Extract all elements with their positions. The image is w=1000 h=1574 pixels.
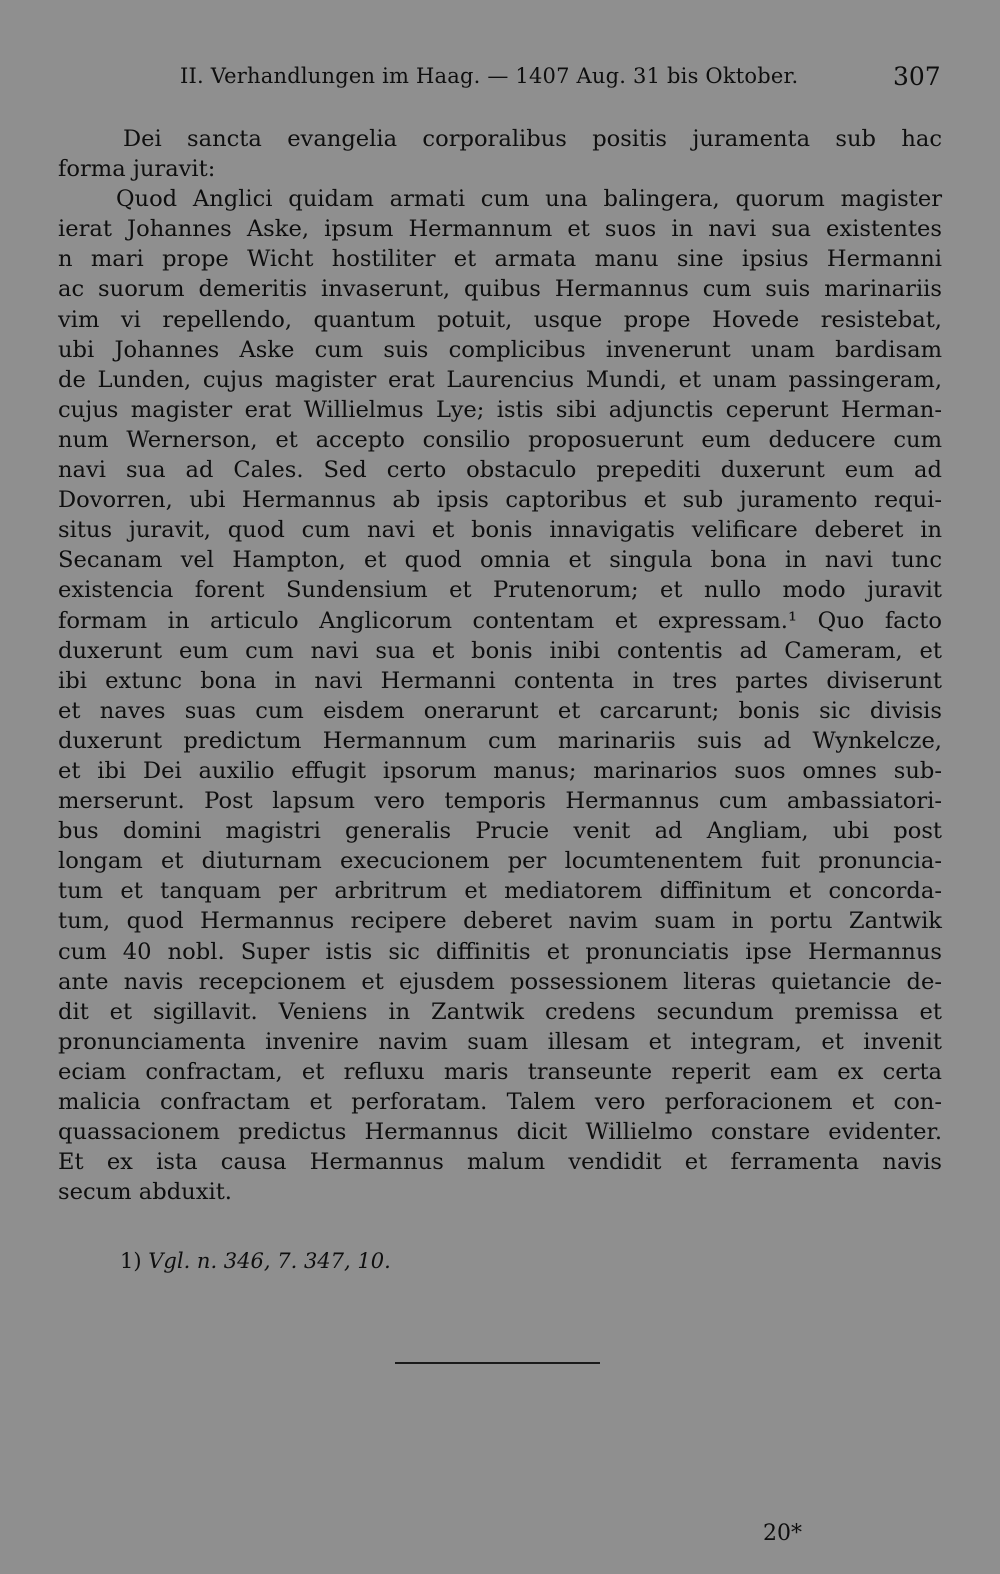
text-line: existencia forent Sundensium et Prutenorum; et nullo modo juravit bbox=[58, 577, 942, 604]
text-line: ante navis recepcionem et ejusdem possessionem literas quietancie de- bbox=[58, 968, 942, 995]
text-line: eciam confractam, et refluxu maris transeunte reperit eam ex certa bbox=[58, 1058, 942, 1085]
text-line: Dovorren, ubi Hermannus ab ipsis captoribus et sub juramento requi- bbox=[58, 487, 942, 514]
text-line: duxerunt eum cum navi sua et bonis inibi contentis ad Cameram, et bbox=[58, 637, 942, 664]
footnote-marker: 1) bbox=[120, 1249, 142, 1273]
text-line: bus domini magistri generalis Prucie venit ad Angliam, ubi post bbox=[58, 818, 942, 845]
text-line: secum abduxit. bbox=[58, 1179, 232, 1206]
text-line: dit et sigillavit. Veniens in Zantwik credens secundum premissa et bbox=[58, 998, 942, 1025]
text-line: tum, quod Hermannus recipere deberet navim suam in portu Zantwik bbox=[58, 908, 942, 935]
text-line: Quod Anglici quidam armati cum una balingera, quorum magister bbox=[116, 186, 942, 213]
footnote bbox=[120, 1249, 391, 1273]
text-line: formam in articulo Anglicorum contentam et expressam.¹ Quo facto bbox=[58, 607, 942, 634]
text-line: de Lunden, cujus magister erat Laurencius Mundi, et unam passingeram, bbox=[58, 366, 942, 393]
text-line: malicia confractam et perforatam. Talem vero perforacionem et con- bbox=[58, 1089, 942, 1115]
footnote-text: Vgl. n. 346, 7. 347, 10. bbox=[148, 1249, 391, 1273]
text-line: cum 40 nobl. Super istis sic diffinitis et pronunciatis ipse Hermannus bbox=[58, 938, 942, 965]
text-line: vim vi repellendo, quantum potuit, usque prope Hovede resistebat, bbox=[58, 306, 942, 333]
text-line: merserunt. Post lapsum vero temporis Hermannus cum ambassiatori- bbox=[58, 788, 942, 815]
text-line: forma juravit: bbox=[58, 156, 216, 183]
text-line: tum et tanquam per arbritrum et mediatorem diffinitum et concorda- bbox=[58, 878, 942, 905]
running-head: II. Verhandlungen im Haag. — 1407 Aug. 31 bis Oktober. bbox=[180, 64, 799, 88]
text-line: longam et diuturnam execucionem per locumtenentem fuit pronuncia- bbox=[58, 848, 942, 875]
text-line: Et ex ista causa Hermannus malum vendidit et ferramenta navis bbox=[58, 1149, 942, 1176]
text-line: duxerunt predictum Hermannum cum marinariis suis ad Wynkelcze, bbox=[58, 727, 942, 754]
body-text bbox=[58, 124, 942, 1207]
text-line: n mari prope Wicht hostiliter et armata manu sine ipsius Hermanni bbox=[58, 246, 942, 273]
text-line: ierat Johannes Aske, ipsum Hermannum et suos in navi sua existentes bbox=[58, 216, 942, 243]
text-line: navi sua ad Cales. Sed certo obstaculo prepediti duxerunt eum ad bbox=[58, 457, 942, 484]
text-line: Secanam vel Hampton, et quod omnia et singula bona in navi tunc bbox=[58, 547, 942, 574]
text-line: situs juravit, quod cum navi et bonis innavigatis velificare deberet in bbox=[58, 517, 942, 544]
text-line: Dei sancta evangelia corporalibus positis juramenta sub hac bbox=[123, 126, 942, 152]
footnote-rule bbox=[395, 1362, 600, 1364]
signature-mark: 20* bbox=[763, 1521, 802, 1546]
page-number: 307 bbox=[893, 62, 941, 91]
text-line: ibi extunc bona in navi Hermanni contenta in tres partes diviserunt bbox=[58, 667, 942, 694]
text-line: et naves suas cum eisdem onerarunt et carcarunt; bonis sic divisis bbox=[58, 697, 942, 724]
text-line: pronunciamenta invenire navim suam illesam et integram, et invenit bbox=[58, 1028, 942, 1055]
text-line: quassacionem predictus Hermannus dicit Willielmo constare evidenter. bbox=[58, 1119, 942, 1146]
text-line: ac suorum demeritis invaserunt, quibus Hermannus cum suis marinariis bbox=[58, 276, 942, 303]
text-line: num Wernerson, et accepto consilio proposuerunt eum deducere cum bbox=[58, 426, 942, 453]
text-line: ubi Johannes Aske cum suis complicibus invenerunt unam bardisam bbox=[58, 336, 942, 363]
text-line: et ibi Dei auxilio effugit ipsorum manus; marinarios suos omnes sub- bbox=[58, 757, 942, 784]
text-line: cujus magister erat Willielmus Lye; istis sibi adjunctis ceperunt Herman- bbox=[58, 396, 942, 423]
